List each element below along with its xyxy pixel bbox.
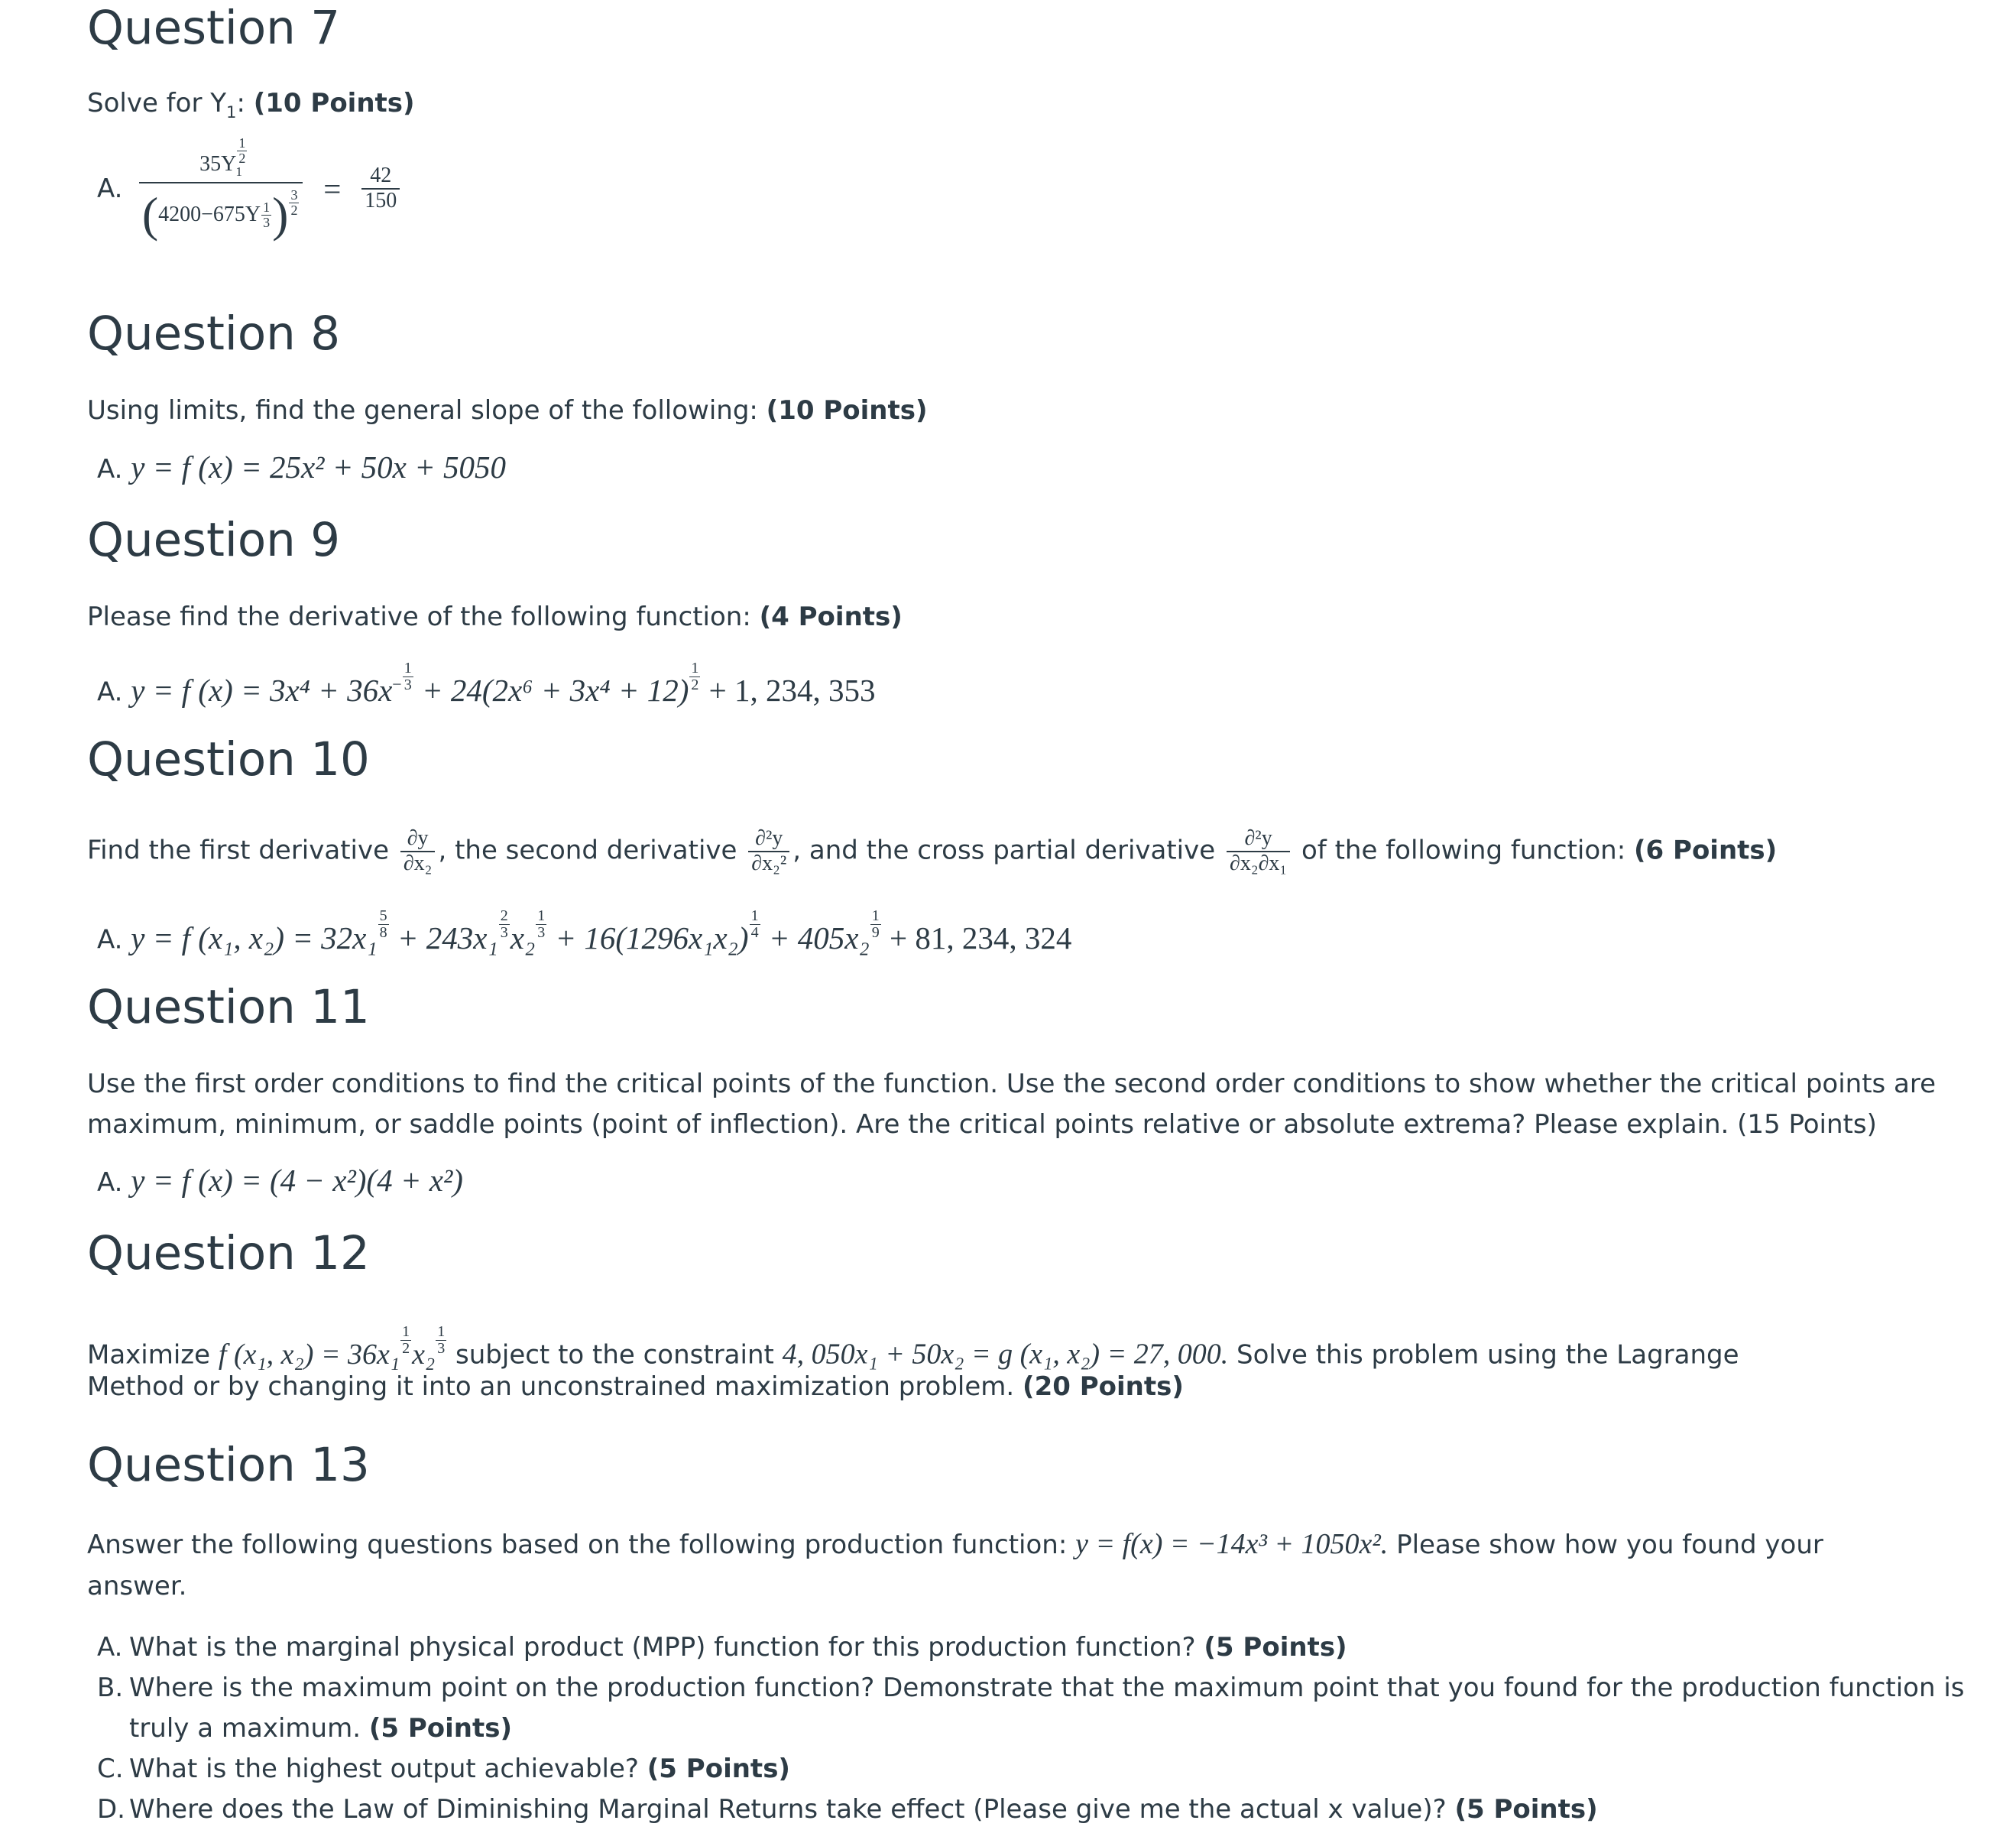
q7-rhs-fraction: $\frac{42}{150}$ bbox=[361, 164, 400, 213]
question-7-prompt: Solve for $Y_1$: (10 Points) bbox=[87, 88, 415, 122]
question-13-item-b: B. Where is the maximum point on the production function? Demonstrate that the maximum point that you found for the production function is bbox=[97, 1673, 1965, 1703]
question-7-title: Question 7 bbox=[87, 1, 341, 55]
question-9-item-label: A. bbox=[97, 677, 123, 708]
question-11-prompt-line-1: Use the first order conditions to find the critical points of the function. Use the second order conditions to show whether the critical points are bbox=[87, 1069, 1937, 1099]
cross-partial-symbol: $\frac{\text{∂²y}}{\text{∂x₂∂x₁}}$ bbox=[1227, 827, 1290, 876]
question-12-prompt-line-1: Maximize f (x₁, x₂) = 36x₁ $\frac{1}{2}$ x₂ $\frac{1}{3}$ subject to the constraint 4, 050x₁ + 50x₂ = g (x₁, x₂) = 27, 000. Solve this problem using the Lagrange bbox=[87, 1323, 1739, 1371]
question-11-equation: A. y = f (x) = (4 − x²)(4 + x²) bbox=[97, 1163, 463, 1198]
question-8-title: Question 8 bbox=[87, 307, 341, 361]
question-8-item-label: A. bbox=[97, 454, 123, 485]
question-13-item-a: A. What is the marginal physical product (MPP) function for this production function? (5 Points) bbox=[97, 1632, 1347, 1663]
question-8-prompt: Using limits, find the general slope of the following: (10 Points) bbox=[87, 395, 928, 426]
question-11-prompt-line-2: maximum, minimum, or saddle points (point of inflection). Are the critical points relative or absolute extrema? Please explain. (15 Points) bbox=[87, 1109, 1877, 1140]
first-derivative-symbol: $\frac{\partial y}{\text{∂x₂}}$ bbox=[400, 827, 436, 876]
question-10-equation: A. y = f (x₁, x₂) = 32x₁ $\frac{5}{8}$ + 243x₁ $\frac{2}{3}$ x₂ $\frac{1}{3}$ + 16(1296x₁x₂) $\frac{1}{4}$ + 405x₂ $\frac{1}{9}$ + 81, 234, 324 bbox=[97, 907, 1072, 956]
question-12-title: Question 12 bbox=[87, 1226, 370, 1280]
question-11-item-label: A. bbox=[97, 1167, 123, 1198]
question-12-prompt-line-2: Method or by changing it into an unconstrained maximization problem. (20 Points) bbox=[87, 1371, 1184, 1402]
question-13-item-b-continued: truly a maximum. (5 Points) bbox=[129, 1713, 513, 1744]
question-11-title: Question 11 bbox=[87, 980, 370, 1034]
q7-main-fraction: 35Y $\frac{1}{2}$ $_1$ (4200−675Y $\frac{1}{3}$ ) $\frac{3}{2}$ bbox=[139, 136, 303, 242]
question-9-title: Question 9 bbox=[87, 513, 341, 567]
question-10-title: Question 10 bbox=[87, 732, 370, 787]
question-7-equation: A. 35Y $\frac{1}{2}$ $_1$ (4200−675Y $\frac{1}{3}$ ) $\frac{3}{2}$ = $\frac{42}{150}$ bbox=[97, 136, 400, 242]
question-8-equation: A. y = f (x) = 25x² + 50x + 5050 bbox=[97, 449, 506, 485]
question-13-prompt-line-1: Answer the following questions based on the following production function: y = f(x) = −14x³ + 1050x². Please show how you found your bbox=[87, 1528, 1823, 1560]
question-7-item-label: A. bbox=[97, 174, 123, 205]
question-13-item-d: D. Where does the Law of Diminishing Marginal Returns take effect (Please give me the actual x value)? (5 Points) bbox=[97, 1794, 1598, 1825]
question-13-item-c: C. What is the highest output achievable? (5 Points) bbox=[97, 1754, 790, 1784]
question-13-prompt-line-2: answer. bbox=[87, 1571, 187, 1601]
question-10-item-label: A. bbox=[97, 924, 123, 956]
question-10-prompt: Find the first derivative $\frac{\partial y}{\text{∂x₂}}$ , the second derivative $\frac{\text{∂²y}}{\text{∂x₂²}}$ , and the cross partial derivative $\frac{\text{∂²y}}{\text{∂x₂∂x₁}}$ of the following function: (6 Points) bbox=[87, 826, 1778, 875]
second-derivative-symbol: $\frac{\text{∂²y}}{\text{∂x₂²}}$ bbox=[748, 827, 789, 876]
question-13-title: Question 13 bbox=[87, 1438, 370, 1492]
question-9-equation: A. y = f (x) = 3x⁴ + 36x− $\frac{1}{3}$ + 24(2x⁶ + 3x⁴ + 12) $\frac{1}{2}$ + 1, 234, 353 bbox=[97, 660, 876, 708]
question-9-prompt: Please find the derivative of the following function: (4 Points) bbox=[87, 602, 903, 632]
